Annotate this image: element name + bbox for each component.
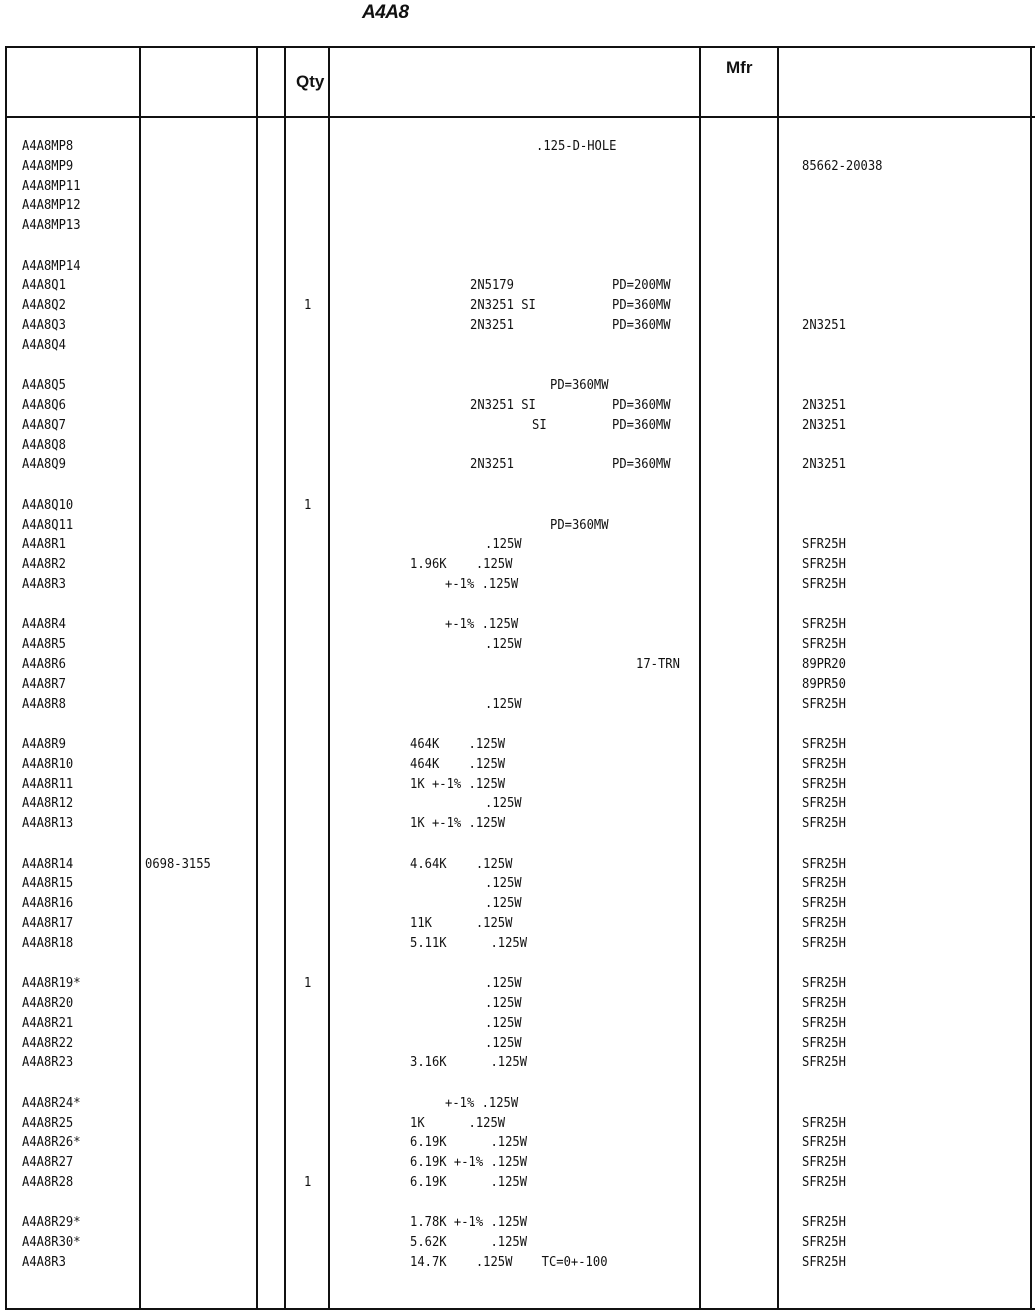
reference-designator: A4A8Q3 bbox=[22, 317, 66, 333]
table-row bbox=[0, 297, 1035, 317]
table-row bbox=[0, 158, 1035, 178]
reference-designator: A4A8Q4 bbox=[22, 336, 66, 353]
description: 4.64K .125W bbox=[410, 855, 513, 872]
table-row bbox=[0, 197, 1035, 217]
description: PD=360MW bbox=[550, 377, 609, 394]
reference-designator: A4A8Q6 bbox=[22, 397, 66, 413]
mfr-part-number: 89PR50 bbox=[802, 675, 846, 692]
table-row bbox=[0, 915, 1035, 935]
reference-designator: A4A8R16 bbox=[22, 895, 74, 912]
description: .125W bbox=[485, 536, 522, 553]
table-row bbox=[0, 795, 1035, 815]
reference-designator: A4A8R18 bbox=[22, 934, 74, 951]
table-row bbox=[0, 377, 1035, 397]
mfr-part-number: SFR25H bbox=[802, 1114, 846, 1131]
reference-designator: A4A8R12 bbox=[22, 795, 74, 812]
reference-designator: A4A8R23 bbox=[22, 1054, 74, 1071]
mfr-part-number: SFR25H bbox=[802, 995, 846, 1011]
reference-designator: A4A8R5 bbox=[22, 636, 66, 653]
description-rating: PD=360MW bbox=[612, 317, 671, 333]
header-mfr: Mfr bbox=[726, 58, 753, 77]
table-row bbox=[0, 815, 1035, 835]
table-row bbox=[0, 1015, 1035, 1035]
description: +-1% .125W bbox=[445, 576, 519, 592]
reference-designator: A4A8Q9 bbox=[22, 456, 66, 473]
table-bottom-rule bbox=[5, 1308, 1035, 1310]
description-rating: PD=200MW bbox=[612, 277, 671, 294]
description: 2N3251 bbox=[470, 456, 514, 473]
description: 6.19K +-1% .125W bbox=[410, 1154, 528, 1171]
reference-designator: A4A8R20 bbox=[22, 995, 74, 1011]
page-title: A4A8 bbox=[362, 2, 409, 23]
table-row bbox=[0, 138, 1035, 158]
reference-designator: A4A8R4 bbox=[22, 616, 66, 633]
table-row bbox=[0, 1035, 1035, 1055]
mfr-part-number: 2N3251 bbox=[802, 456, 846, 473]
table-row bbox=[0, 1054, 1035, 1074]
header-qty: Qty bbox=[296, 72, 325, 91]
reference-designator: A4A8R6 bbox=[22, 656, 66, 672]
mfr-part-number: SFR25H bbox=[802, 1254, 846, 1270]
description: .125W bbox=[485, 895, 522, 912]
reference-designator: A4A8R30* bbox=[22, 1234, 81, 1251]
description-rating: PD=360MW bbox=[612, 456, 671, 473]
mfr-part-number: SFR25H bbox=[802, 1234, 846, 1251]
table-row bbox=[0, 397, 1035, 417]
description: 17-TRN bbox=[636, 656, 680, 672]
table-row bbox=[0, 875, 1035, 895]
description: 6.19K .125W bbox=[410, 1134, 528, 1151]
reference-designator: A4A8R22 bbox=[22, 1034, 74, 1051]
mfr-part-number: SFR25H bbox=[802, 556, 846, 573]
table-row bbox=[0, 337, 1035, 357]
mfr-part-number: SFR25H bbox=[802, 1034, 846, 1051]
table-row bbox=[0, 517, 1035, 537]
table-row bbox=[0, 576, 1035, 596]
table-row bbox=[0, 1214, 1035, 1234]
table-row bbox=[0, 556, 1035, 576]
table-row bbox=[0, 317, 1035, 337]
mfr-part-number: SFR25H bbox=[802, 915, 846, 931]
mfr-part-number: 2N3251 bbox=[802, 317, 846, 333]
table-row bbox=[0, 1095, 1035, 1115]
header-top-rule bbox=[5, 46, 1035, 48]
reference-designator: A4A8MP11 bbox=[22, 177, 81, 194]
reference-designator: A4A8MP12 bbox=[22, 197, 81, 214]
reference-designator: A4A8Q5 bbox=[22, 377, 66, 394]
mfr-part-number: SFR25H bbox=[802, 576, 846, 592]
description: 1K +-1% .125W bbox=[410, 815, 506, 832]
part-number: 0698-3155 bbox=[145, 855, 211, 872]
mfr-part-number: SFR25H bbox=[802, 616, 846, 633]
reference-designator: A4A8R2 bbox=[22, 556, 66, 573]
reference-designator: A4A8R1 bbox=[22, 536, 66, 553]
reference-designator: A4A8R19* bbox=[22, 975, 81, 992]
reference-designator: A4A8Q1 bbox=[22, 277, 66, 294]
description: .125W bbox=[485, 1034, 522, 1051]
reference-designator: A4A8MP8 bbox=[22, 138, 74, 154]
table-row bbox=[0, 696, 1035, 716]
mfr-part-number: SFR25H bbox=[802, 1174, 846, 1190]
description: 464K .125W bbox=[410, 755, 506, 772]
description: +-1% .125W bbox=[445, 616, 519, 633]
mfr-part-number: SFR25H bbox=[802, 1014, 846, 1031]
description: 464K .125W bbox=[410, 736, 506, 752]
quantity: 1 bbox=[304, 496, 312, 513]
table-row bbox=[0, 935, 1035, 955]
reference-designator: A4A8Q8 bbox=[22, 436, 66, 453]
mfr-part-number: SFR25H bbox=[802, 636, 846, 653]
reference-designator: A4A8MP14 bbox=[22, 257, 81, 274]
mfr-part-number: SFR25H bbox=[802, 736, 846, 752]
mfr-part-number: SFR25H bbox=[802, 536, 846, 553]
description-rating: PD=360MW bbox=[612, 297, 671, 314]
mfr-part-number: SFR25H bbox=[802, 1054, 846, 1071]
table-row bbox=[0, 856, 1035, 876]
description: 3.16K .125W bbox=[410, 1054, 528, 1071]
quantity: 1 bbox=[304, 297, 312, 314]
reference-designator: A4A8MP13 bbox=[22, 217, 81, 234]
reference-designator: A4A8R9 bbox=[22, 736, 66, 752]
mfr-part-number: 89PR20 bbox=[802, 656, 846, 672]
reference-designator: A4A8R14 bbox=[22, 855, 74, 872]
description: 6.19K .125W bbox=[410, 1174, 528, 1190]
description: PD=360MW bbox=[550, 516, 609, 533]
quantity: 1 bbox=[304, 975, 312, 992]
mfr-part-number: SFR25H bbox=[802, 875, 846, 892]
reference-designator: A4A8R3 bbox=[22, 576, 66, 592]
mfr-part-number: SFR25H bbox=[802, 755, 846, 772]
reference-designator: A4A8R8 bbox=[22, 695, 66, 712]
description: 2N3251 bbox=[470, 317, 514, 333]
description: .125W bbox=[485, 695, 522, 712]
table-row bbox=[0, 417, 1035, 437]
table-row bbox=[0, 636, 1035, 656]
table-row bbox=[0, 1154, 1035, 1174]
table-row bbox=[0, 736, 1035, 756]
mfr-part-number: 2N3251 bbox=[802, 397, 846, 413]
reference-designator: A4A8R15 bbox=[22, 875, 74, 892]
mfr-part-number: SFR25H bbox=[802, 1134, 846, 1151]
reference-designator: A4A8R13 bbox=[22, 815, 74, 832]
table-row bbox=[0, 536, 1035, 556]
table-row bbox=[0, 178, 1035, 198]
table-row bbox=[0, 497, 1035, 517]
mfr-part-number: SFR25H bbox=[802, 695, 846, 712]
description: .125W bbox=[485, 975, 522, 992]
table-row bbox=[0, 995, 1035, 1015]
mfr-part-number: SFR25H bbox=[802, 855, 846, 872]
description: 1K .125W bbox=[410, 1114, 506, 1131]
description: 2N3251 SI bbox=[470, 397, 536, 413]
table-row bbox=[0, 656, 1035, 676]
table-row bbox=[0, 1254, 1035, 1274]
reference-designator: A4A8Q7 bbox=[22, 416, 66, 433]
table-row bbox=[0, 975, 1035, 995]
mfr-part-number: 85662-20038 bbox=[802, 157, 883, 174]
description: 14.7K .125W TC=0+-100 bbox=[410, 1254, 608, 1270]
reference-designator: A4A8R25 bbox=[22, 1114, 74, 1131]
table-row bbox=[0, 217, 1035, 237]
description: 2N5179 bbox=[470, 277, 514, 294]
reference-designator: A4A8R17 bbox=[22, 915, 74, 931]
description: SI bbox=[532, 416, 547, 433]
table-row bbox=[0, 756, 1035, 776]
reference-designator: A4A8R24* bbox=[22, 1094, 81, 1111]
reference-designator: A4A8R28 bbox=[22, 1174, 74, 1190]
reference-designator: A4A8R21 bbox=[22, 1014, 74, 1031]
description: 2N3251 SI bbox=[470, 297, 536, 314]
table-row bbox=[0, 258, 1035, 278]
table-row bbox=[0, 895, 1035, 915]
reference-designator: A4A8MP9 bbox=[22, 157, 74, 174]
reference-designator: A4A8R11 bbox=[22, 775, 74, 792]
mfr-part-number: SFR25H bbox=[802, 895, 846, 912]
table-row bbox=[0, 456, 1035, 476]
reference-designator: A4A8R7 bbox=[22, 675, 66, 692]
header-bottom-rule bbox=[5, 116, 1035, 118]
table-row bbox=[0, 616, 1035, 636]
description: .125W bbox=[485, 995, 522, 1011]
table-row bbox=[0, 1234, 1035, 1254]
mfr-part-number: SFR25H bbox=[802, 815, 846, 832]
table-row bbox=[0, 1174, 1035, 1194]
description-rating: PD=360MW bbox=[612, 416, 671, 433]
reference-designator: A4A8Q11 bbox=[22, 516, 74, 533]
description: 1.78K +-1% .125W bbox=[410, 1214, 528, 1231]
table-row bbox=[0, 1115, 1035, 1135]
mfr-part-number: 2N3251 bbox=[802, 416, 846, 433]
mfr-part-number: SFR25H bbox=[802, 934, 846, 951]
description: +-1% .125W bbox=[445, 1094, 519, 1111]
table-row bbox=[0, 1134, 1035, 1154]
reference-designator: A4A8Q2 bbox=[22, 297, 66, 314]
description: .125W bbox=[485, 875, 522, 892]
table-row bbox=[0, 676, 1035, 696]
table-row bbox=[0, 437, 1035, 457]
description: .125W bbox=[485, 795, 522, 812]
mfr-part-number: SFR25H bbox=[802, 795, 846, 812]
mfr-part-number: SFR25H bbox=[802, 1154, 846, 1171]
reference-designator: A4A8R29* bbox=[22, 1214, 81, 1231]
reference-designator: A4A8R3 bbox=[22, 1254, 66, 1270]
description: 5.62K .125W bbox=[410, 1234, 528, 1251]
description: 5.11K .125W bbox=[410, 934, 528, 951]
description: .125W bbox=[485, 1014, 522, 1031]
description: 1K +-1% .125W bbox=[410, 775, 506, 792]
reference-designator: A4A8R27 bbox=[22, 1154, 74, 1171]
table-row bbox=[0, 277, 1035, 297]
mfr-part-number: SFR25H bbox=[802, 975, 846, 992]
description: 11K .125W bbox=[410, 915, 513, 931]
description: .125-D-HOLE bbox=[536, 138, 617, 154]
description: 1.96K .125W bbox=[410, 556, 513, 573]
table-row bbox=[0, 776, 1035, 796]
reference-designator: A4A8R26* bbox=[22, 1134, 81, 1151]
description-rating: PD=360MW bbox=[612, 397, 671, 413]
reference-designator: A4A8R10 bbox=[22, 755, 74, 772]
quantity: 1 bbox=[304, 1174, 312, 1190]
description: .125W bbox=[485, 636, 522, 653]
mfr-part-number: SFR25H bbox=[802, 1214, 846, 1231]
mfr-part-number: SFR25H bbox=[802, 775, 846, 792]
reference-designator: A4A8Q10 bbox=[22, 496, 74, 513]
